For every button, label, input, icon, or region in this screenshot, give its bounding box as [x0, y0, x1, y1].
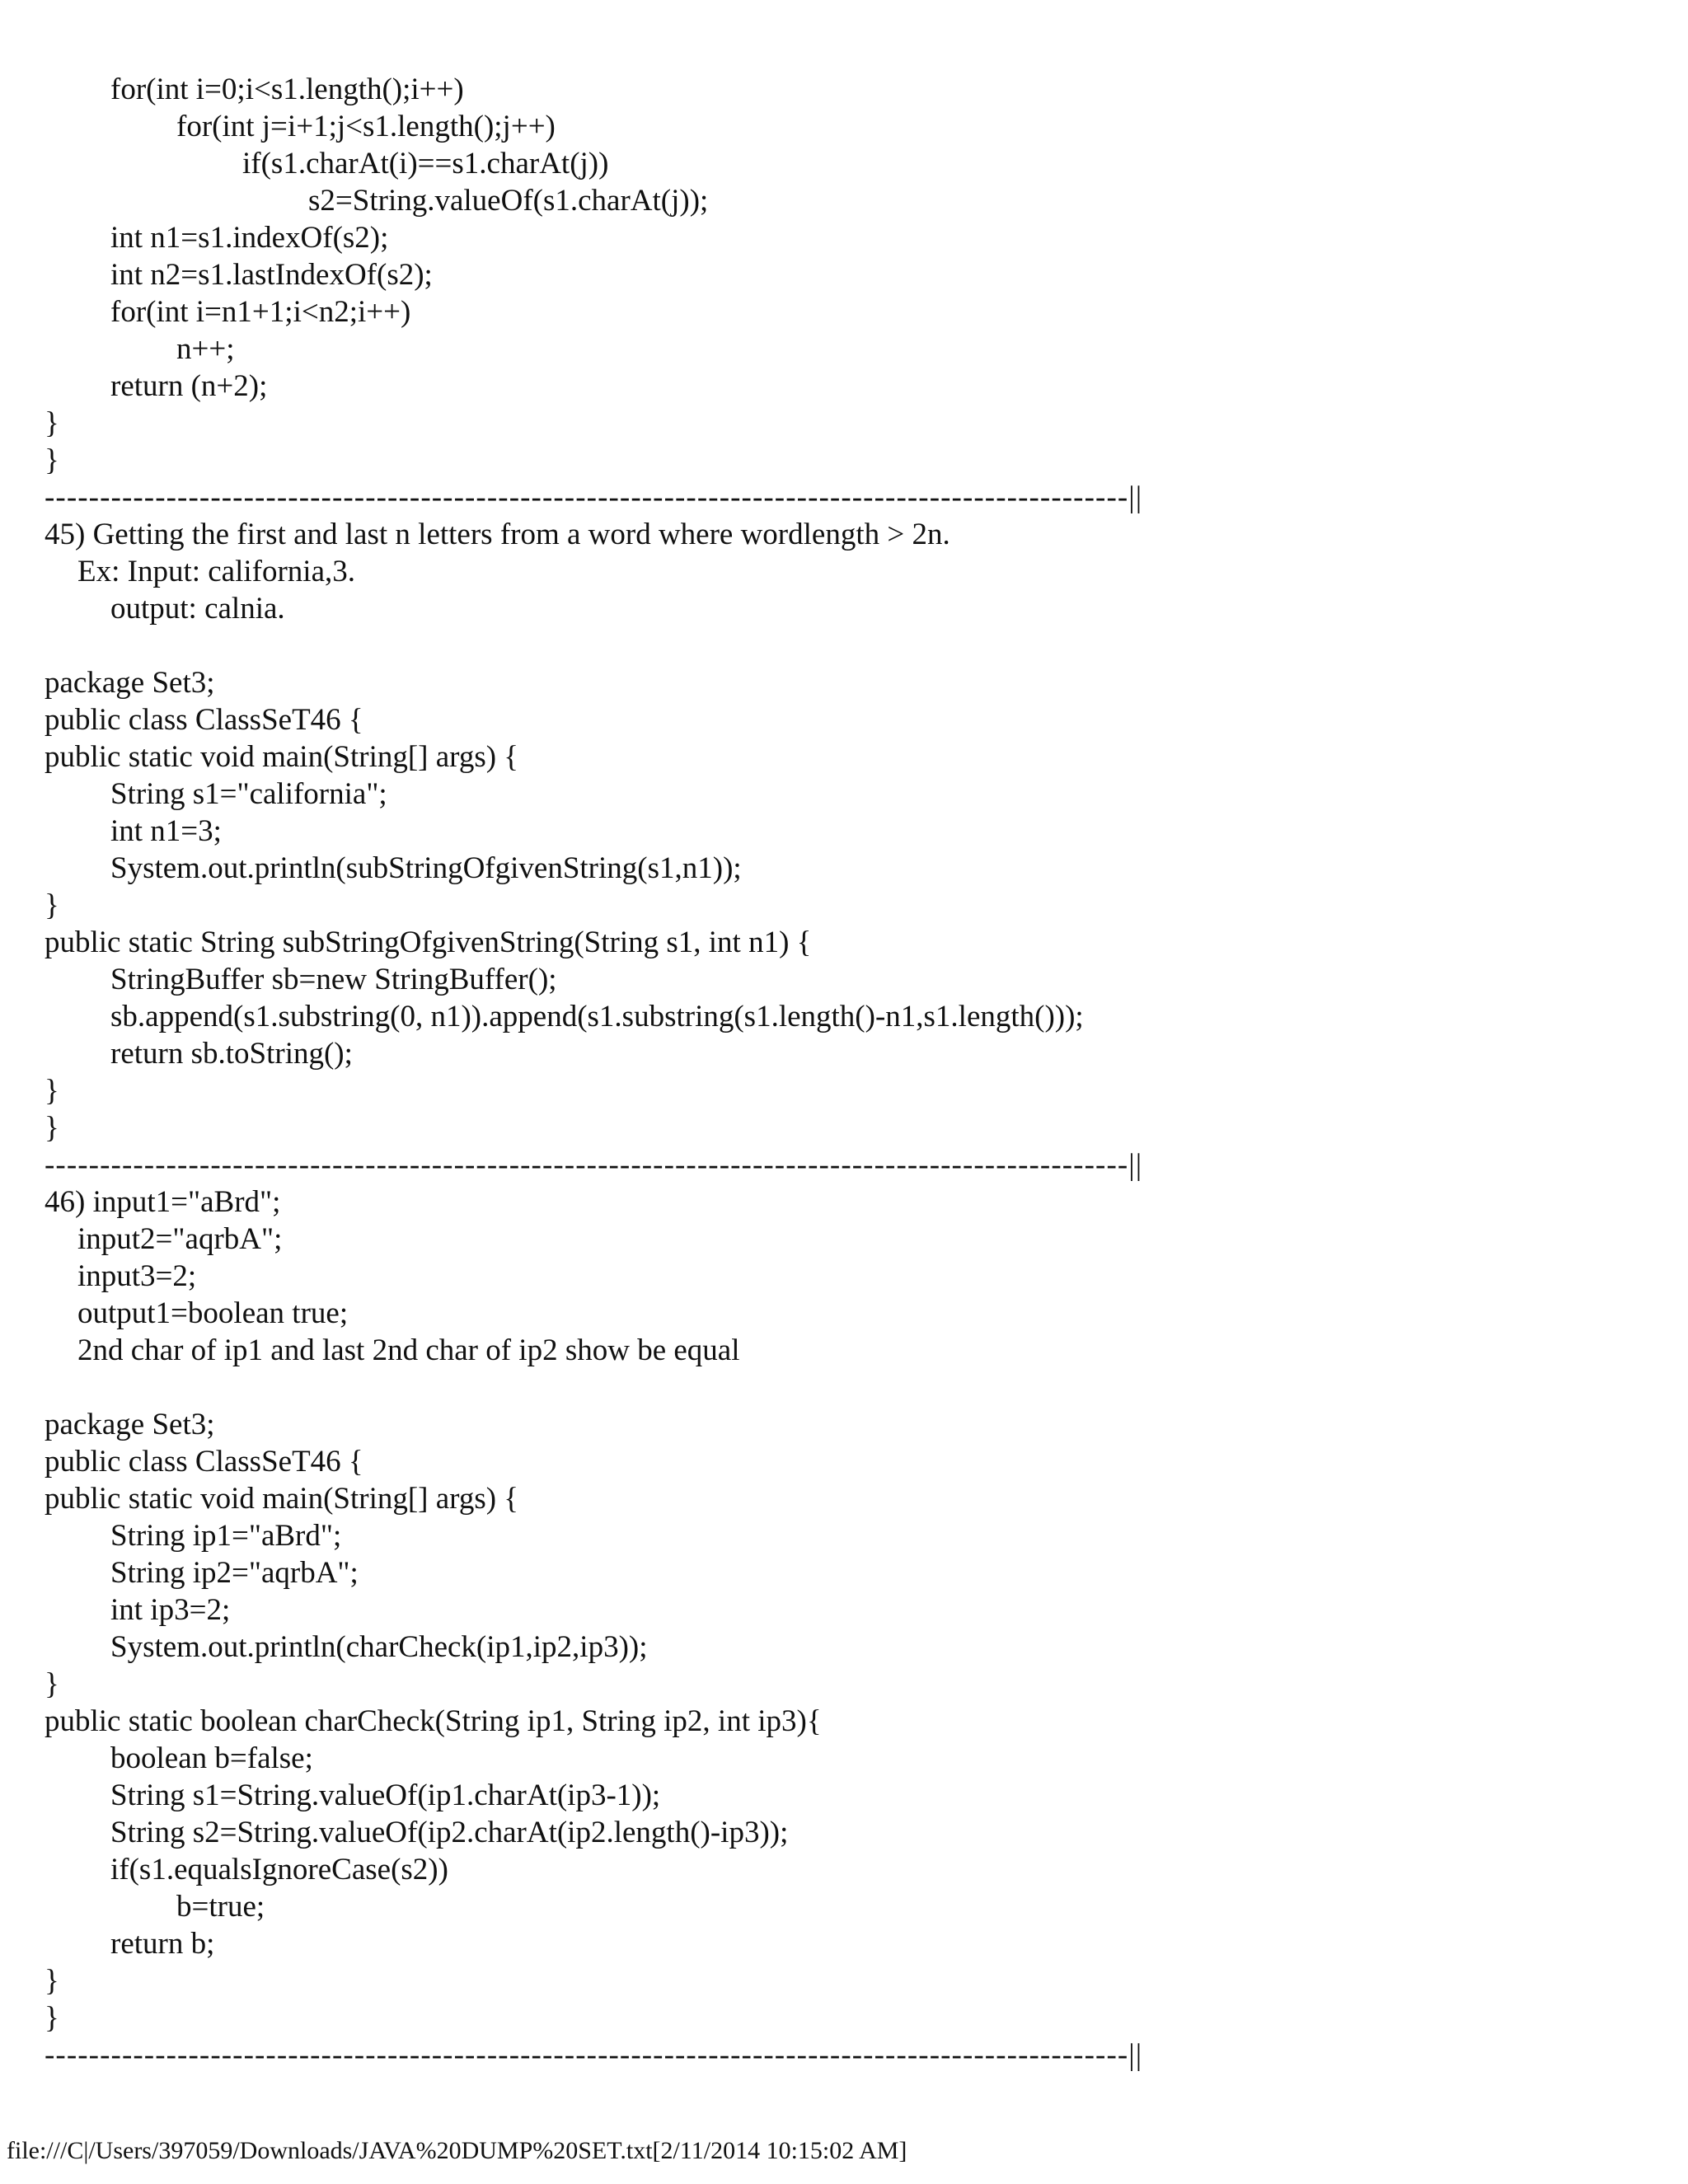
code-line: String ip1="aBrd"; [110, 1519, 342, 1553]
code-line: } [45, 1111, 59, 1145]
code-line: } [45, 1074, 59, 1108]
code-line: int n1=3; [110, 814, 222, 848]
code-line: System.out.println(subStringOfgivenString(s1,n1)); [110, 851, 742, 885]
code-line: boolean b=false; [110, 1741, 313, 1775]
code-line: return (n+2); [110, 369, 268, 403]
code-line: String s1="california"; [110, 777, 387, 811]
code-line: s2=String.valueOf(s1.charAt(j)); [308, 184, 709, 218]
question-heading: 46) input1="aBrd"; [45, 1185, 281, 1219]
code-line: } [45, 406, 59, 440]
code-line: String s2=String.valueOf(ip2.charAt(ip2.length()-ip3)); [110, 1816, 789, 1849]
example-line: output: calnia. [110, 592, 285, 626]
code-line: public static boolean charCheck(String ip1, String ip2, int ip3){ [45, 1704, 822, 1738]
code-line: n++; [176, 332, 235, 366]
code-line: return sb.toString(); [110, 1037, 353, 1071]
code-line: for(int i=n1+1;i<n2;i++) [110, 295, 411, 329]
code-line: StringBuffer sb=new StringBuffer(); [110, 963, 557, 996]
code-line: public static String subStringOfgivenString(String s1, int n1) { [45, 926, 812, 959]
code-line: } [45, 1667, 59, 1701]
code-line: public class ClassSeT46 { [45, 1445, 363, 1479]
example-line: 2nd char of ip1 and last 2nd char of ip2 show be equal [77, 1333, 740, 1367]
code-line: package Set3; [45, 666, 215, 700]
code-line: public static void main(String[] args) { [45, 740, 519, 774]
code-line: String s1=String.valueOf(ip1.charAt(ip3-1)); [110, 1779, 661, 1812]
code-line: } [45, 443, 59, 477]
code-line: sb.append(s1.substring(0, n1)).append(s1.substring(s1.length()-n1,s1.length())); [110, 1000, 1084, 1033]
code-line: int n1=s1.indexOf(s2); [110, 221, 389, 255]
question-heading: 45) Getting the first and last n letters from a word where wordlength > 2n. [45, 518, 950, 551]
page-footer-url: file:///C|/Users/397059/Downloads/JAVA%20DUMP%20SET.txt[2/11/2014 10:15:02 AM] [7, 2137, 907, 2164]
example-line: input3=2; [77, 1259, 197, 1293]
code-line: return b; [110, 1927, 215, 1961]
code-line: if(s1.equalsIgnoreCase(s2)) [110, 1853, 448, 1886]
code-line: System.out.println(charCheck(ip1,ip2,ip3)); [110, 1630, 648, 1664]
example-line: Ex: Input: california,3. [77, 555, 356, 588]
example-line: output1=boolean true; [77, 1296, 349, 1330]
code-line: if(s1.charAt(i)==s1.charAt(j)) [242, 147, 609, 180]
separator-line: --------------------------------------------------------------------------------------------------|| [45, 480, 1143, 514]
separator-line: --------------------------------------------------------------------------------------------------|| [45, 1148, 1143, 1182]
code-line: for(int j=i+1;j<s1.length();j++) [176, 110, 556, 143]
example-line: input2="aqrbA"; [77, 1222, 283, 1256]
code-line: for(int i=0;i<s1.length();i++) [110, 73, 464, 106]
code-line: } [45, 1964, 59, 1998]
code-line: b=true; [176, 1890, 265, 1924]
code-line: String ip2="aqrbA"; [110, 1556, 359, 1590]
separator-line: --------------------------------------------------------------------------------------------------|| [45, 2038, 1143, 2072]
code-line: int n2=s1.lastIndexOf(s2); [110, 258, 433, 292]
code-line: int ip3=2; [110, 1593, 231, 1627]
code-line: public class ClassSeT46 { [45, 703, 363, 737]
code-line: } [45, 2001, 59, 2035]
code-line: package Set3; [45, 1408, 215, 1441]
code-line: } [45, 888, 59, 922]
code-line: public static void main(String[] args) { [45, 1482, 519, 1516]
